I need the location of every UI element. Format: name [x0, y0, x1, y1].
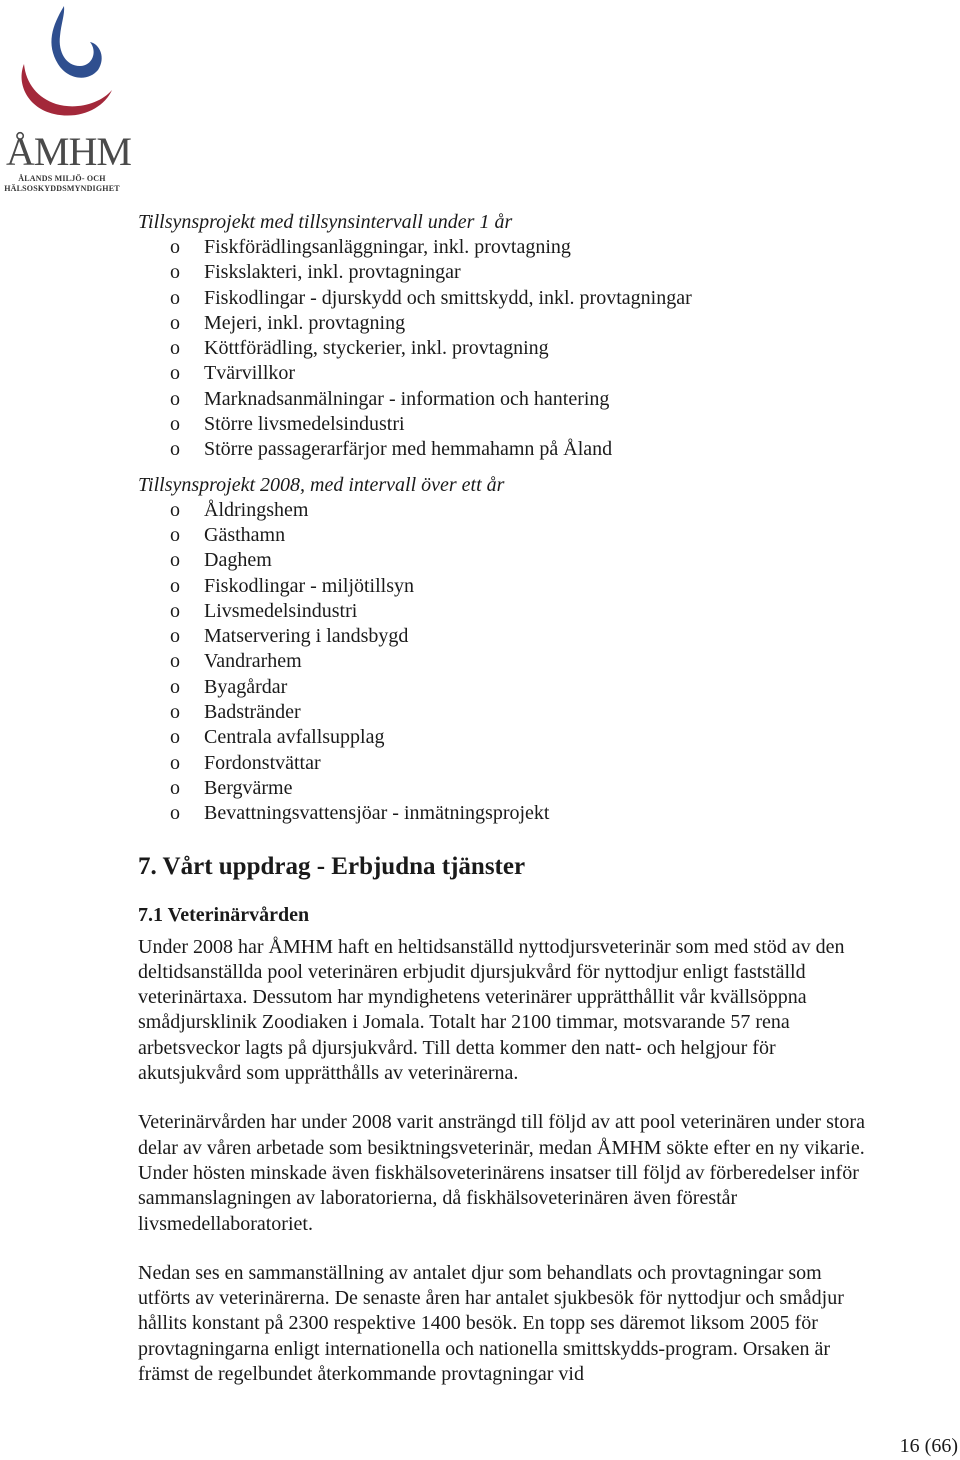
section-title: Tillsynsprojekt med tillsynsintervall under 1 år	[138, 211, 513, 233]
section-heading: 7.1 Veterinärvården	[138, 903, 310, 926]
bullet-glyph: o	[170, 726, 180, 749]
bullet-glyph: o	[170, 362, 180, 385]
bullet-list	[138, 498, 878, 827]
bullet-glyph: o	[170, 574, 180, 597]
list-item: o Fiskodlingar - djurskydd och smittskydd, inkl. provtagningar	[138, 286, 878, 311]
bullet-glyph: o	[170, 498, 180, 521]
bullet-glyph: o	[170, 438, 180, 461]
list-item: o Gästhamn	[138, 523, 878, 548]
list-item: o Daghem	[138, 548, 878, 573]
bullet-glyph: o	[170, 802, 180, 825]
logo-subtitle-line1: ÅLANDS MILJÖ- OCH	[18, 174, 106, 183]
bullet-glyph: o	[170, 387, 180, 410]
chapter-heading: 7. Vårt uppdrag - Erbjudna tjänster	[138, 852, 526, 880]
section-title: Tillsynsprojekt 2008, med intervall över ett år	[138, 473, 505, 496]
drop-swirl-icon	[2, 4, 120, 130]
list-item: o Fiskslakteri, inkl. provtagningar	[138, 260, 878, 285]
list-item: o Badstränder	[138, 700, 878, 725]
bullet-glyph: o	[170, 751, 180, 774]
list-item: o Marknadsanmälningar - information och hantering	[138, 387, 878, 412]
bullet-glyph: o	[170, 625, 180, 648]
bullet-glyph: o	[170, 701, 180, 724]
bullet-glyph: o	[170, 549, 180, 572]
document-body	[138, 210, 878, 1411]
list-item: o Åldringshem	[138, 498, 878, 523]
list-item: o Bergvärme	[138, 776, 878, 801]
list-item: o Matservering i landsbygd	[138, 624, 878, 649]
logo-subtitle-line2: HÄLSOSKYDDSMYNDIGHET	[4, 184, 120, 193]
list-item: o Bevattningsvattensjöar - inmätningsprojekt	[138, 801, 878, 826]
paragraph: Under 2008 har ÅMHM haft en heltidsanställd nyttodjursveterinär som med stöd av den deltidsanställda pool veterinären erbjudit djursjukvård för nyttodjur enligt fastställd veterinärtaxa. Dessutom har myndighetens veterinärer upprätthållit vår kvällsöppna smådjursklinik Zoodiaken i Jomala. Totalt har 2100 timmar, motsvarande 57 rena arbetsveckor lagts på djursjukvård. Till detta kommer den natt- och helgjour för akutsjukvård som upprätthålls av veterinärerna.	[138, 935, 845, 1085]
list-item: o Vandrarhem	[138, 649, 878, 674]
bullet-glyph: o	[170, 675, 180, 698]
bullet-glyph: o	[170, 236, 180, 258]
logo-name: ÅMHM	[6, 129, 131, 174]
bullet-glyph: o	[170, 261, 180, 284]
logo	[2, 4, 131, 194]
page-number: 16 (66)	[899, 1435, 958, 1457]
list-item: o Mejeri, inkl. provtagning	[138, 311, 878, 336]
bullet-glyph: o	[170, 523, 180, 546]
bullet-list	[138, 235, 878, 463]
bullet-glyph: o	[170, 311, 180, 334]
list-item: o Större passagerarfärjor med hemmahamn på Åland	[138, 437, 878, 462]
list-item: o Livsmedelsindustri	[138, 599, 878, 624]
list-item: o Köttförädling, styckerier, inkl. provtagning	[138, 336, 878, 361]
bullet-glyph: o	[170, 286, 180, 309]
list-item: o Tvärvillkor	[138, 361, 878, 386]
bullet-glyph: o	[170, 413, 180, 436]
paragraph: Veterinärvården har under 2008 varit ansträngd till följd av att pool veterinären under stora delar av våren arbetade som besiktningsveterinär, medan ÅMHM sökte efter en ny vikarie. Under hösten minskade även fiskhälsoveterinärens insatser till följd av förberedelser inför sammanslagningen av laboratorierna, då fiskhälsoveterinären även förestår livsmedellaboratoriet.	[138, 1111, 865, 1235]
list-item: o Centrala avfallsupplag	[138, 725, 878, 750]
list-item: o Fordonstvättar	[138, 751, 878, 776]
bullet-glyph: o	[170, 776, 180, 799]
list-item: o Fiskodlingar - miljötillsyn	[138, 574, 878, 599]
list-item: o Fiskförädlingsanläggningar, inkl. provtagning	[138, 235, 878, 260]
bullet-glyph: o	[170, 650, 180, 673]
paragraph: Nedan ses en sammanställning av antalet djur som behandlats och provtagningar som utförts av veterinärerna. De senaste åren har antalet sjukbesök för nyttodjur och smådjur hållits konstant på 2300 respektive 1400 besök. En topp ses däremot liksom 2005 för provtagningarna enligt internationella och nationella smittskydds-program. Orsaken är främst de regelbundet återkommande provtagningar vid	[138, 1261, 844, 1385]
bullet-glyph: o	[170, 599, 180, 622]
list-item: o Byagårdar	[138, 675, 878, 700]
list-item: o Större livsmedelsindustri	[138, 412, 878, 437]
bullet-glyph: o	[170, 337, 180, 360]
